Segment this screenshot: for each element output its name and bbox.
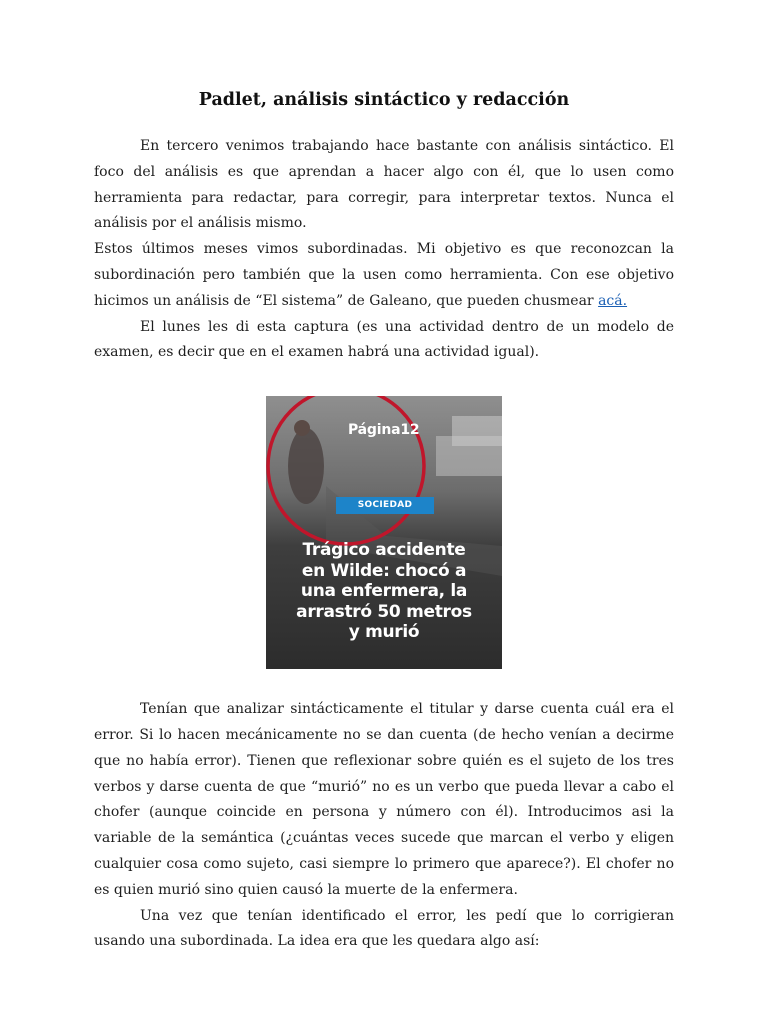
intro-section (94, 134, 674, 366)
intro-paragraph-3: El lunes les di esta captura (es una actividad dentro de un modelo de examen, es decir que en el examen habrá una actividad igual). (94, 318, 674, 361)
newspaper-logo: Página12 (348, 422, 420, 439)
followup-section (94, 697, 674, 955)
followup-paragraph-1: Tenían que analizar sintácticamente el titular y darse cuenta cuál era el error. Si lo hacen mecánicamente no se dan cuenta (de hecho venían a decirme que no había error). Tienen que reflexionar sobre quién es el sujeto de los tres verbos y darse cuenta de que “murió” no es un verbo que pueda llevar a cabo el chofer (aunque coincide en persona y número con él). Introducimos asi la variable de la semántica (¿cuántas veces sucede que marcan el verbo y eligen cualquier cosa como sujeto, casi siempre lo primero que aparece?). El chofer no es quien murió sino quien causó la muerte de la enfermera. (94, 701, 674, 898)
news-screenshot-image (266, 396, 502, 669)
headline-line: Trágico accidente (302, 540, 466, 561)
figure-container (94, 396, 674, 669)
headline-line: en Wilde: chocó a (301, 560, 467, 581)
news-headline (276, 540, 492, 643)
intro-paragraph-1: En tercero venimos trabajando hace bastante con análisis sintáctico. El foco del análisis es que aprendan a hacer algo con él, que lo usen como herramienta para redactar, para corregir, para interpretar textos. Nunca el análisis por el análisis mismo. (94, 138, 674, 232)
intro-paragraph-2 (94, 237, 674, 314)
section-badge: SOCIEDAD (336, 497, 434, 514)
aca-link[interactable]: acá. (598, 292, 628, 309)
headline-line: y murió (348, 622, 420, 643)
followup-paragraph-2: Una vez que tenían identificado el error, les pedí que lo corrigieran usando una subordinada. La idea era que les quedara algo así: (94, 907, 674, 950)
intro-paragraph-2-text: Estos últimos meses vimos subordinadas. Mi objetivo es que reconozcan la subordinación pero también que la usen como herramienta. Con ese objetivo hicimos un análisis de “El sistema” de Galeano, que pueden chusmear (94, 241, 674, 309)
page-title: Padlet, análisis sintáctico y redacción (198, 90, 570, 110)
headline-line: una enfermera, la (300, 581, 468, 602)
headline-line: arrastró 50 metros (296, 601, 472, 622)
